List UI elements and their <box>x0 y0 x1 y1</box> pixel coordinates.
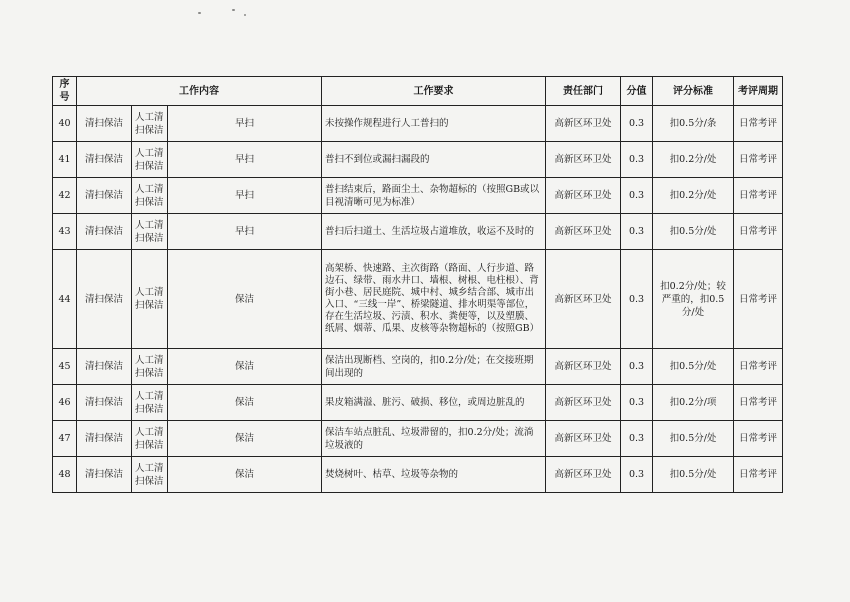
row-item: 早扫 <box>168 142 322 178</box>
row-seq: 43 <box>53 214 77 250</box>
row-requirement: 未按操作规程进行人工普扫的 <box>322 106 546 142</box>
row-department: 高新区环卫处 <box>546 457 621 493</box>
scan-speck <box>244 14 246 16</box>
row-item: 早扫 <box>168 178 322 214</box>
row-standard: 扣0.5分/处 <box>653 457 734 493</box>
header-row <box>53 77 783 106</box>
row-standard: 扣0.5分/处 <box>653 214 734 250</box>
row-period: 日常考评 <box>734 421 783 457</box>
table-row <box>53 214 783 250</box>
row-item: 保洁 <box>168 457 322 493</box>
row-sub: 人工清扫保洁 <box>132 106 168 142</box>
row-period: 日常考评 <box>734 385 783 421</box>
header-requirement: 工作要求 <box>322 77 546 106</box>
row-category: 清扫保洁 <box>77 250 132 349</box>
row-seq: 42 <box>53 178 77 214</box>
row-standard: 扣0.2分/处 <box>653 178 734 214</box>
row-department: 高新区环卫处 <box>546 106 621 142</box>
header-standard: 评分标准 <box>653 77 734 106</box>
row-period: 日常考评 <box>734 214 783 250</box>
row-period: 日常考评 <box>734 106 783 142</box>
row-period: 日常考评 <box>734 178 783 214</box>
row-score: 0.3 <box>621 349 653 385</box>
row-item: 保洁 <box>168 421 322 457</box>
header-content: 工作内容 <box>77 77 322 106</box>
row-sub: 人工清扫保洁 <box>132 142 168 178</box>
row-score: 0.3 <box>621 457 653 493</box>
table-row <box>53 349 783 385</box>
row-sub: 人工清扫保洁 <box>132 349 168 385</box>
row-requirement: 普扫不到位或漏扫漏段的 <box>322 142 546 178</box>
row-category: 清扫保洁 <box>77 142 132 178</box>
table-row <box>53 142 783 178</box>
scan-speck <box>232 9 235 11</box>
row-seq: 46 <box>53 385 77 421</box>
row-standard: 扣0.5分/处 <box>653 349 734 385</box>
row-category: 清扫保洁 <box>77 457 132 493</box>
row-item: 早扫 <box>168 214 322 250</box>
row-standard: 扣0.2分/处；较严重的，扣0.5分/处 <box>653 250 734 349</box>
row-item: 保洁 <box>168 250 322 349</box>
row-requirement: 普扫后扫道土、生活垃圾占道堆放，收运不及时的 <box>322 214 546 250</box>
row-standard: 扣0.2分/项 <box>653 385 734 421</box>
row-requirement: 焚烧树叶、枯草、垃圾等杂物的 <box>322 457 546 493</box>
row-category: 清扫保洁 <box>77 106 132 142</box>
scan-speck <box>198 12 201 14</box>
row-requirement: 保洁出现断档、空岗的，扣0.2分/处；在交接班期间出现的 <box>322 349 546 385</box>
row-sub: 人工清扫保洁 <box>132 457 168 493</box>
header-period: 考评周期 <box>734 77 783 106</box>
row-seq: 45 <box>53 349 77 385</box>
row-seq: 47 <box>53 421 77 457</box>
header-department: 责任部门 <box>546 77 621 106</box>
row-sub: 人工清扫保洁 <box>132 178 168 214</box>
row-period: 日常考评 <box>734 142 783 178</box>
row-sub: 人工清扫保洁 <box>132 214 168 250</box>
table-row <box>53 385 783 421</box>
row-requirement: 果皮箱满溢、脏污、破损、移位，或周边脏乱的 <box>322 385 546 421</box>
row-department: 高新区环卫处 <box>546 142 621 178</box>
assessment-table <box>52 76 783 493</box>
row-department: 高新区环卫处 <box>546 178 621 214</box>
row-sub: 人工清扫保洁 <box>132 250 168 349</box>
row-score: 0.3 <box>621 178 653 214</box>
table-row <box>53 457 783 493</box>
row-item: 保洁 <box>168 385 322 421</box>
table-row <box>53 421 783 457</box>
row-category: 清扫保洁 <box>77 214 132 250</box>
row-item: 早扫 <box>168 106 322 142</box>
row-standard: 扣0.5分/处 <box>653 421 734 457</box>
row-requirement: 高架桥、快速路、主次街路（路面、人行步道、路边石、绿带、雨水井口、墙根、树根、电柱根）、背街小巷、居民庭院、城中村、城乡结合部、城市出入口、“三线一岸”、桥梁隧道、排水明渠等部位，存在生活垃圾、污渍、积水、粪便等，以及塑膜、纸屑、烟蒂、瓜果、皮核等杂物超标的（按照GB） <box>322 250 546 349</box>
row-department: 高新区环卫处 <box>546 250 621 349</box>
row-score: 0.3 <box>621 106 653 142</box>
row-period: 日常考评 <box>734 349 783 385</box>
row-category: 清扫保洁 <box>77 349 132 385</box>
row-requirement: 普扫结束后，路面尘土、杂物超标的（按照GB或以 目视清晰可见为标准） <box>322 178 546 214</box>
row-score: 0.3 <box>621 142 653 178</box>
row-score: 0.3 <box>621 385 653 421</box>
row-requirement: 保洁车站点脏乱、垃圾滞留的，扣0.2分/处；流淌垃圾液的 <box>322 421 546 457</box>
row-department: 高新区环卫处 <box>546 349 621 385</box>
row-category: 清扫保洁 <box>77 421 132 457</box>
row-department: 高新区环卫处 <box>546 214 621 250</box>
row-sub: 人工清扫保洁 <box>132 385 168 421</box>
table-row <box>53 106 783 142</box>
row-seq: 40 <box>53 106 77 142</box>
row-department: 高新区环卫处 <box>546 421 621 457</box>
header-seq: 序号 <box>53 77 77 106</box>
row-seq: 41 <box>53 142 77 178</box>
row-score: 0.3 <box>621 250 653 349</box>
row-sub: 人工清扫保洁 <box>132 421 168 457</box>
row-seq: 44 <box>53 250 77 349</box>
row-score: 0.3 <box>621 421 653 457</box>
row-period: 日常考评 <box>734 250 783 349</box>
row-item: 保洁 <box>168 349 322 385</box>
row-period: 日常考评 <box>734 457 783 493</box>
row-standard: 扣0.2分/处 <box>653 142 734 178</box>
row-category: 清扫保洁 <box>77 178 132 214</box>
row-score: 0.3 <box>621 214 653 250</box>
row-seq: 48 <box>53 457 77 493</box>
table-row <box>53 250 783 349</box>
header-score: 分值 <box>621 77 653 106</box>
row-category: 清扫保洁 <box>77 385 132 421</box>
row-department: 高新区环卫处 <box>546 385 621 421</box>
table-row <box>53 178 783 214</box>
row-standard: 扣0.5分/条 <box>653 106 734 142</box>
